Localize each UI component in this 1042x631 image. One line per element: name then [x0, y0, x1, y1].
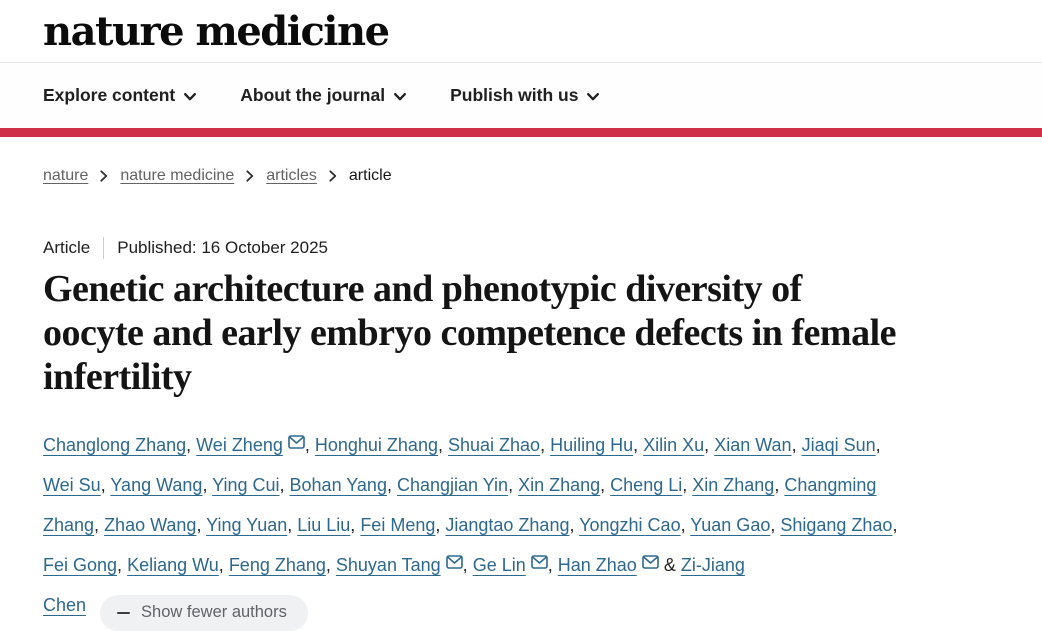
author-link[interactable]: Ying Cui: [212, 475, 280, 495]
author-separator: ,: [704, 435, 715, 455]
author-link[interactable]: Yongzhi Cao: [579, 515, 681, 535]
main-navbar: [0, 62, 1042, 128]
author-separator: ,: [218, 555, 229, 575]
author-line: [43, 425, 973, 465]
title-line: Genetic architecture and phenotypic diversity of: [43, 268, 802, 310]
author-link[interactable]: Keliang Wu: [127, 555, 219, 575]
author-separator: ,: [435, 515, 446, 535]
author-separator: ,: [386, 475, 397, 495]
author-separator: ,: [437, 435, 448, 455]
author-separator: ,: [791, 435, 802, 455]
author-link[interactable]: Changming: [784, 475, 877, 495]
author-link[interactable]: Feng Zhang: [228, 555, 326, 575]
author-line: [43, 465, 973, 505]
published-date: Published: 16 October 2025: [117, 238, 328, 257]
breadcrumb-current: article: [348, 167, 392, 184]
author-separator: ,: [770, 515, 781, 535]
author-link[interactable]: Jiangtao Zhang: [445, 515, 570, 535]
author-link[interactable]: Cheng Li: [610, 475, 683, 495]
author-separator: ,: [117, 555, 128, 575]
article-type-label: Article: [43, 238, 91, 257]
author-link[interactable]: Wei Zheng: [196, 435, 283, 455]
author-separator: &: [658, 555, 681, 575]
author-link[interactable]: Zhao Wang: [104, 515, 197, 535]
author-link[interactable]: Xin Zhang: [518, 475, 601, 495]
chevron-right-icon: [329, 170, 337, 182]
author-link[interactable]: Zi-Jiang: [680, 555, 745, 575]
author-link[interactable]: Yang Wang: [110, 475, 203, 495]
author-link[interactable]: Xian Wan: [714, 435, 792, 455]
author-link[interactable]: Xin Zhang: [692, 475, 775, 495]
email-icon[interactable]: [288, 435, 305, 449]
journal-logo[interactable]: nature medicine: [43, 8, 389, 55]
show-fewer-label: Show fewer authors: [141, 603, 287, 622]
author-separator: ,: [202, 475, 213, 495]
breadcrumb-link[interactable]: nature: [43, 167, 89, 184]
author-link[interactable]: Honghui Zhang: [314, 435, 438, 455]
author-link[interactable]: Xilin Xu: [643, 435, 705, 455]
author-separator: ,: [600, 475, 611, 495]
author-separator: ,: [892, 515, 898, 535]
title-line: infertility: [43, 356, 192, 398]
email-icon[interactable]: [531, 555, 548, 569]
author-separator: ,: [682, 475, 693, 495]
show-fewer-authors-button[interactable]: [100, 595, 308, 631]
author-separator: ,: [186, 435, 197, 455]
author-separator: ,: [875, 435, 881, 455]
author-line: [43, 505, 973, 545]
nav-item-about-the-journal[interactable]: [240, 85, 406, 106]
author-link[interactable]: Changlong Zhang: [43, 435, 187, 455]
author-separator: ,: [325, 555, 336, 575]
article-header-section: [0, 165, 1042, 625]
masthead: [0, 0, 1042, 62]
author-link[interactable]: Bohan Yang: [289, 475, 387, 495]
brand-red-bar: [0, 128, 1042, 137]
author-separator: ,: [350, 515, 361, 535]
author-separator: ,: [633, 435, 644, 455]
nav-item-label: Publish with us: [450, 85, 579, 105]
breadcrumb-link[interactable]: nature medicine: [120, 167, 235, 184]
author-separator: ,: [287, 515, 298, 535]
author-separator: ,: [508, 475, 519, 495]
chevron-down-icon: [587, 93, 599, 101]
meta-divider: [103, 237, 104, 259]
author-separator: ,: [540, 435, 551, 455]
article-meta-row: [43, 235, 998, 261]
author-link[interactable]: Yuan Gao: [690, 515, 771, 535]
nav-item-explore-content[interactable]: [43, 85, 196, 106]
author-separator: ,: [774, 475, 785, 495]
breadcrumb-link[interactable]: articles: [266, 167, 317, 184]
author-line: [43, 585, 973, 625]
author-separator: ,: [547, 555, 558, 575]
author-link[interactable]: Shigang Zhao: [780, 515, 893, 535]
author-list: [43, 425, 973, 625]
chevron-down-icon: [184, 93, 196, 101]
author-link[interactable]: Jiaqi Sun: [801, 435, 876, 455]
author-separator: ,: [279, 475, 290, 495]
author-separator: ,: [462, 555, 473, 575]
author-link[interactable]: Zhang: [43, 515, 95, 535]
author-link[interactable]: Shuyan Tang: [335, 555, 441, 575]
author-separator: ,: [196, 515, 207, 535]
author-separator: ,: [569, 515, 580, 535]
nav-item-label: About the journal: [240, 85, 386, 105]
author-separator: ,: [100, 475, 111, 495]
author-link[interactable]: Ying Yuan: [206, 515, 288, 535]
author-link[interactable]: Changjian Yin: [396, 475, 509, 495]
author-link[interactable]: Wei Su: [43, 475, 101, 495]
author-link[interactable]: Fei Gong: [43, 555, 118, 575]
chevron-right-icon: [100, 170, 108, 182]
email-icon[interactable]: [642, 555, 659, 569]
author-link[interactable]: Huiling Hu: [550, 435, 634, 455]
author-line: [43, 545, 973, 585]
nav-item-label: Explore content: [43, 85, 176, 105]
title-line: oocyte and early embryo competence defects in female: [43, 312, 896, 354]
author-link[interactable]: Fei Meng: [360, 515, 436, 535]
nav-item-publish-with-us[interactable]: [450, 85, 599, 106]
author-separator: ,: [304, 435, 315, 455]
author-link[interactable]: Ge Lin: [472, 555, 526, 575]
minus-icon: [117, 612, 130, 615]
article-title: [43, 267, 998, 399]
author-separator: ,: [680, 515, 691, 535]
chevron-down-icon: [394, 93, 406, 101]
author-link[interactable]: Chen: [43, 595, 87, 615]
breadcrumb: [43, 165, 998, 187]
author-link[interactable]: Liu Liu: [297, 515, 351, 535]
author-link[interactable]: Han Zhao: [557, 555, 637, 575]
email-icon[interactable]: [446, 555, 463, 569]
author-separator: ,: [94, 515, 105, 535]
author-link[interactable]: Shuai Zhao: [447, 435, 541, 455]
chevron-right-icon: [246, 170, 254, 182]
